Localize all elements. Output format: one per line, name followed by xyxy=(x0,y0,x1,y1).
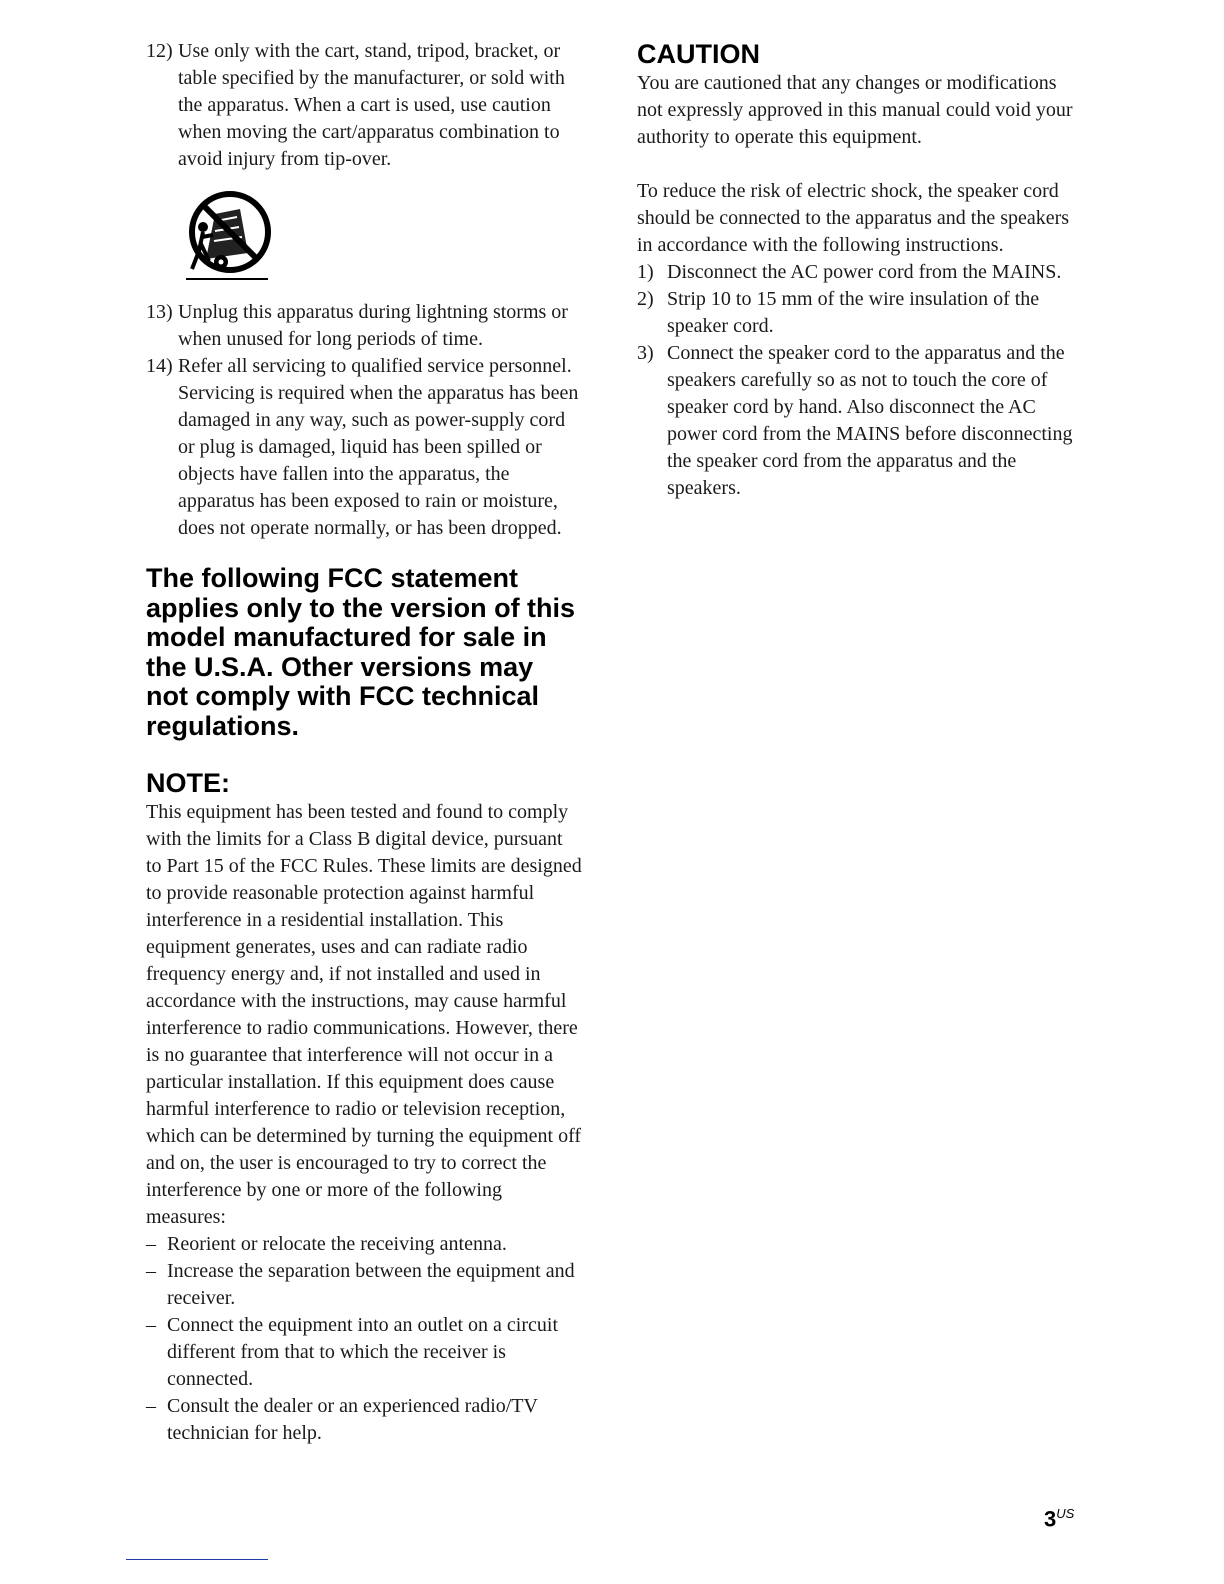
item-text: Connect the speaker cord to the apparatus and the speakers carefully so as not to touch the core of speaker cord by hand. Also disconnect the AC power cord from the MAINS before disconnecting the speaker cord from the apparatus and the speakers. xyxy=(667,342,1073,499)
list-item xyxy=(146,1393,582,1447)
list-item xyxy=(637,286,1077,340)
item-text: Connect the equipment into an outlet on a circuit different from that to which the receiver is connected. xyxy=(167,1314,559,1390)
list-item xyxy=(146,1312,582,1393)
list-item xyxy=(637,340,1077,502)
list-item xyxy=(637,259,1077,286)
item-number: 13) xyxy=(146,301,173,323)
list-dash: – xyxy=(146,1233,156,1255)
page-number xyxy=(1044,1506,1074,1532)
shock-intro: To reduce the risk of electric shock, the speaker cord should be connected to the apparatus and the speakers in accordance with the following instructions. xyxy=(637,180,1070,256)
item-text: Refer all servicing to qualified service personnel. Servicing is required when the apparatus has been damaged in any way, such as power-supply cord or plug is damaged, liquid has been spilled or objects have fallen into the apparatus, the apparatus has been exposed to rain or moisture, does not operate normally, or has been dropped. xyxy=(178,355,579,539)
list-item xyxy=(146,1231,582,1258)
item-number: 2) xyxy=(637,288,654,310)
item-text: Use only with the cart, stand, tripod, bracket, or table specified by the manufacturer, or sold with the apparatus. When a cart is used, use caution when moving the cart/apparatus combination to avoid injury from tip-over. xyxy=(178,40,565,170)
list-item xyxy=(146,38,582,173)
page-number-suffix: US xyxy=(1056,1506,1075,1521)
list-dash: – xyxy=(146,1260,156,1282)
item-text: Disconnect the AC power cord from the MAINS. xyxy=(667,261,1062,283)
item-number: 14) xyxy=(146,355,173,377)
item-number: 3) xyxy=(637,342,654,364)
note-heading: NOTE: xyxy=(146,768,230,798)
steps-list xyxy=(637,259,1077,502)
left-column xyxy=(146,38,582,1447)
list-item xyxy=(146,299,582,353)
note-body: This equipment has been tested and found to comply with the limits for a Class B digital device, pursuant to Part 15 of the FCC Rules. These limits are designed to provide reasonable protection against harmful interference in a residential installation. This equipment generates, uses and can radiate radio frequency energy and, if not installed and used in accordance with the instructions, may cause harmful interference to radio communications. However, there is no guarantee that interference will not occur in a particular installation. If this equipment does cause harmful interference to radio or television reception, which can be determined by turning the equipment off and on, the user is encouraged to try to correct the interference by one or more of the following measures: xyxy=(146,801,582,1228)
measures-list xyxy=(146,1231,582,1447)
list-dash: – xyxy=(146,1314,156,1336)
item-text: Unplug this apparatus during lightning storms or when unused for long periods of time. xyxy=(178,301,568,350)
fcc-statement-heading: The following FCC statement applies only to the version of this model manufactured for sale in the U.S.A. Other versions may not comply with FCC technical regulations. xyxy=(146,563,576,741)
item-text: Reorient or relocate the receiving antenna. xyxy=(167,1233,507,1255)
list-item xyxy=(146,353,582,542)
list-item xyxy=(146,1258,582,1312)
item-number: 1) xyxy=(637,261,654,283)
caution-heading: CAUTION xyxy=(637,39,760,69)
item-number: 12) xyxy=(146,40,173,62)
bottom-divider xyxy=(126,1559,268,1560)
item-text: Increase the separation between the equipment and receiver. xyxy=(167,1260,575,1309)
no-cart-tip-over-icon xyxy=(182,189,582,287)
item-text: Strip 10 to 15 mm of the wire insulation of the speaker cord. xyxy=(667,288,1040,337)
list-dash: – xyxy=(146,1395,156,1417)
item-text: Consult the dealer or an experienced radio/TV technician for help. xyxy=(167,1395,538,1444)
right-column xyxy=(637,38,1077,502)
caution-body: You are cautioned that any changes or modifications not expressly approved in this manual could void your authority to operate this equipment. xyxy=(637,72,1073,148)
page-number-value: 3 xyxy=(1044,1506,1057,1532)
